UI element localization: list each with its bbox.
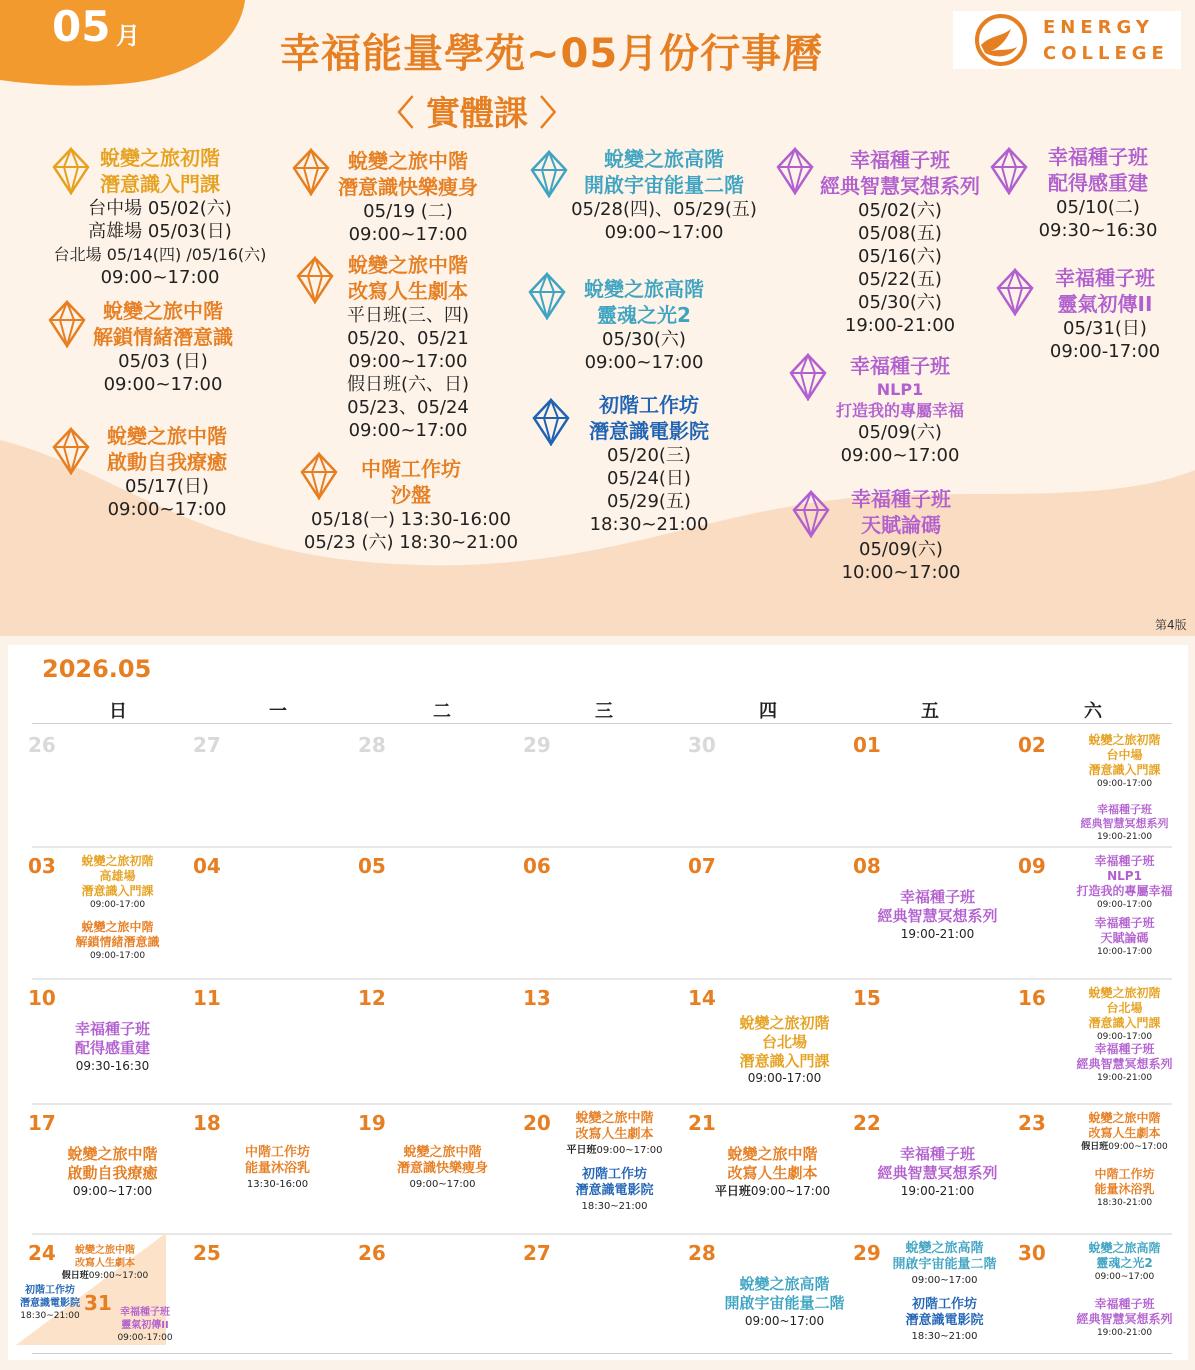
- time-text: 18:30-21:00: [1096, 1198, 1153, 1208]
- event-detail: 05/23 (六) 18:30~21:00: [303, 532, 519, 553]
- calendar-event-time: [370, 1178, 515, 1192]
- event-detail: 05/09(六): [858, 422, 942, 443]
- calendar-event-title: 幸福種子班: [1094, 854, 1155, 868]
- day-number: 22: [853, 1111, 881, 1135]
- row-divider: [32, 978, 1172, 980]
- event-detail: 09:00~17:00: [107, 499, 227, 520]
- calendar-event-title: 潛意識電影院: [20, 1297, 80, 1309]
- day-number: 30: [688, 733, 716, 757]
- time-text: 09:00~17:00: [88, 1271, 149, 1281]
- calendar-event-title: 改寫人生劇本: [1088, 1126, 1161, 1140]
- event-detail: 05/31(日): [1063, 318, 1147, 339]
- row-divider: [32, 1233, 1172, 1235]
- event-card: [1005, 265, 1195, 363]
- calendar-event-title: 靈魂之光2: [1096, 1256, 1153, 1270]
- calendar-event-title: 解鎖情緒潛意識: [75, 935, 160, 949]
- energy-college-logo: [953, 11, 1181, 69]
- event-title: 天賦論碼: [861, 513, 941, 537]
- event-title: 沙盤: [391, 483, 431, 507]
- day-number: 28: [358, 733, 386, 757]
- calendar-event: [1062, 1167, 1187, 1210]
- calendar-event-time: [547, 1144, 682, 1158]
- calendar-event: [370, 1145, 515, 1192]
- event-detail: 09:00~17:00: [604, 222, 724, 243]
- row-divider: [32, 723, 1172, 724]
- calendar-event-time: [1062, 1327, 1187, 1340]
- calendar-event-title: 幸福種子班: [1094, 916, 1155, 930]
- calendar-event-time: [1062, 1141, 1187, 1154]
- calendar-event-title: 能量沐浴乳: [1094, 1182, 1155, 1196]
- calendar-event-time: [1062, 831, 1187, 844]
- calendar-event-title: NLP1: [1107, 869, 1142, 883]
- calendar-event-time: [50, 950, 185, 963]
- calendar-event-title: 初階工作坊: [25, 1285, 75, 1296]
- day-number: 21: [688, 1111, 716, 1135]
- day-number: 02: [1018, 733, 1046, 757]
- calendar-event-time: [50, 899, 185, 912]
- calendar-event-time: [712, 1313, 857, 1330]
- day-number: 23: [1018, 1111, 1046, 1135]
- calendar-event: [205, 1145, 350, 1192]
- event-detail: 09:00~17:00: [100, 267, 220, 288]
- weekday-header: 一: [269, 701, 287, 722]
- day-number: 15: [853, 986, 881, 1010]
- event-detail: 05/17(日): [125, 476, 209, 497]
- calendar-event: [1062, 1042, 1187, 1085]
- event-title: 打造我的專屬幸福: [835, 401, 964, 420]
- month-calendar: [8, 645, 1188, 1360]
- time-text: 18:30~21:00: [581, 1200, 648, 1212]
- calendar-event: [712, 1275, 857, 1329]
- event-detail: 高雄場 05/03(日): [88, 221, 232, 242]
- time-text: 09:00~17:00: [409, 1178, 476, 1190]
- event-card: [258, 148, 558, 246]
- time-text: 09:00~17:00: [72, 1183, 153, 1198]
- calendar-event: [1062, 854, 1187, 912]
- event-title: 蛻變之旅中階: [103, 299, 223, 323]
- event-title: 潛意識快樂瘦身: [338, 175, 478, 199]
- time-text: 18:30~21:00: [20, 1311, 80, 1321]
- calendar-event-title: 潛意識入門課: [1088, 1016, 1161, 1030]
- time-text: 18:30~21:00: [911, 1330, 978, 1342]
- calendar-event: [1062, 986, 1187, 1044]
- event-title: 蛻變之旅中階: [348, 253, 468, 277]
- day-number: 17: [28, 1111, 56, 1135]
- calendar-event-time: [14, 1310, 86, 1323]
- calendar-event-title: 幸福種子班: [120, 1307, 170, 1318]
- day-number: 04: [193, 854, 221, 878]
- event-detail: 05/08(五): [858, 223, 942, 244]
- calendar-event-title: 改寫人生劇本: [575, 1127, 654, 1143]
- calendar-event-title: 初階工作坊: [911, 1297, 977, 1312]
- page-title: 幸福能量學苑~05月份行事曆: [280, 31, 824, 77]
- calendar-event-title: 蛻變之旅高階: [905, 1241, 984, 1256]
- calendar-event: [1062, 1241, 1187, 1284]
- calendar-event-title: 幸福種子班: [1097, 803, 1152, 816]
- event-title: 潛意識入門課: [100, 172, 220, 196]
- time-text: 09:00~17:00: [1094, 1272, 1155, 1282]
- event-detail: 05/10(二): [1056, 197, 1140, 218]
- event-detail: 09:00~17:00: [103, 374, 223, 395]
- calendar-event-title: 台北場: [761, 1032, 807, 1051]
- day-number: 28: [688, 1241, 716, 1265]
- calendar-event-title: 台北場: [1106, 1001, 1143, 1015]
- calendar-event-title: 蛻變之旅中階: [727, 1145, 818, 1163]
- event-detail: 台中場 05/02(六): [88, 198, 232, 219]
- row-divider: [32, 846, 1172, 848]
- calendar-event-title: 蛻變之旅高階: [739, 1275, 830, 1293]
- calendar-event-time: [1062, 1072, 1187, 1085]
- event-detail: 05/28(四)、05/29(五): [571, 199, 757, 220]
- event-detail: 18:30~21:00: [589, 514, 709, 535]
- time-text: 09:00-17:00: [1096, 1032, 1153, 1042]
- event-detail: 09:00~17:00: [584, 352, 704, 373]
- calendar-event-title: 潛意識入門課: [1088, 763, 1161, 777]
- event-detail: 05/30(六): [858, 292, 942, 313]
- event-detail: 05/24(日): [607, 468, 691, 489]
- calendar-event: [50, 854, 185, 912]
- calendar-event: [547, 1111, 682, 1158]
- event-detail: 05/20(三): [607, 445, 691, 466]
- event-detail: 09:00~17:00: [348, 420, 468, 441]
- day-number: 29: [853, 1241, 881, 1265]
- day-number: 30: [1018, 1241, 1046, 1265]
- time-text: 19:00-21:00: [1096, 831, 1153, 842]
- calendar-event-title: 打造我的專屬幸福: [1076, 884, 1173, 898]
- time-text: 09:00~17:00: [744, 1313, 825, 1328]
- page-subtitle: 〈 實體課 〉: [380, 94, 574, 134]
- day-number: 25: [193, 1241, 221, 1265]
- calendar-event: [712, 1014, 857, 1087]
- calendar-event-title: 幸福種子班: [1094, 1297, 1155, 1311]
- calendar-event-title: 初階工作坊: [581, 1167, 647, 1182]
- calendar-event-title: 經典智慧冥想系列: [1076, 1312, 1173, 1326]
- weekday-header: 三: [595, 701, 613, 722]
- calendar-event-title: 幸福種子班: [1094, 1042, 1155, 1056]
- calendar-event-title: 蛻變之旅初階: [81, 854, 154, 868]
- weekday-header: 日: [109, 701, 127, 722]
- event-title: 蛻變之旅中階: [107, 424, 227, 448]
- calendar-event-time: [1062, 1197, 1187, 1210]
- calendar-event-title: 中階工作坊: [244, 1145, 310, 1160]
- calendar-event-title: 蛻變之旅中階: [67, 1145, 158, 1163]
- event-detail: 09:30~16:30: [1038, 220, 1158, 241]
- day-number: 11: [193, 986, 221, 1010]
- time-text: 19:00-21:00: [900, 1183, 975, 1198]
- time-text: 09:00-17:00: [89, 951, 146, 961]
- calendar-event: [865, 888, 1010, 942]
- event-detail: 假日班(六、日): [346, 374, 470, 395]
- class-type-label: 假日班: [61, 1271, 89, 1281]
- event-detail: 09:00~17:00: [348, 351, 468, 372]
- event-detail: 05/23、05/24: [347, 397, 469, 418]
- calendar-event-title: 潛意識入門課: [739, 1051, 830, 1070]
- time-text: 09:00-17:00: [747, 1071, 822, 1086]
- time-text: 19:00-21:00: [1096, 1328, 1153, 1338]
- event-title: 幸福種子班: [1055, 266, 1155, 290]
- event-title: 蛻變之旅初階: [100, 146, 220, 170]
- calendar-event-time: [40, 1183, 185, 1200]
- event-detail: 09:00~17:00: [348, 224, 468, 245]
- day-number: 03: [28, 854, 56, 878]
- time-text: 09:00~17:00: [750, 1183, 831, 1198]
- class-type-label: 假日班: [1081, 1142, 1109, 1152]
- calendar-event: [1062, 1297, 1187, 1340]
- event-title: 改寫人生劇本: [348, 279, 468, 303]
- calendar-event: [50, 920, 185, 963]
- calendar-event-title: 蛻變之旅中階: [575, 1111, 654, 1126]
- calendar-event-title: 潛意識入門課: [81, 884, 154, 898]
- calendar-event-title: 蛻變之旅中階: [81, 920, 154, 934]
- class-type-label: 平日班: [566, 1144, 597, 1156]
- event-title: 開啟宇宙能量二階: [584, 173, 744, 197]
- calendar-event-title: 靈氣初傳II: [121, 1319, 169, 1331]
- calendar-event-time: [50, 1270, 160, 1283]
- time-text: 09:00~17:00: [596, 1144, 663, 1156]
- calendar-event-title: 台中場: [1106, 748, 1143, 762]
- calendar-event-title: 潛意識電影院: [905, 1313, 984, 1329]
- event-title: 幸福種子班: [1048, 145, 1148, 169]
- time-text: 09:00-17:00: [1096, 900, 1153, 910]
- event-detail: 19:00-21:00: [844, 315, 956, 336]
- day-number: 12: [358, 986, 386, 1010]
- month-tab: [0, 0, 245, 86]
- calendar-event: [1062, 733, 1187, 791]
- day-number: 27: [193, 733, 221, 757]
- calendar-event: [100, 1307, 190, 1345]
- calendar-event: [50, 1245, 160, 1283]
- calendar-event-title: 經典智慧冥想系列: [1080, 816, 1169, 830]
- calendar-event-title: 蛻變之旅中階: [1088, 1111, 1161, 1125]
- bird-logo-icon: [967, 11, 1037, 69]
- calendar-event-time: [877, 1274, 1012, 1288]
- event-title: 解鎖情緒潛意識: [93, 325, 233, 349]
- event-title: 經典智慧冥想系列: [820, 174, 980, 198]
- day-number: 13: [523, 986, 551, 1010]
- event-detail: 05/18(一) 13:30-16:00: [311, 509, 511, 530]
- event-title: NLP1: [876, 380, 924, 399]
- calendar-event-title: 啟動自我療癒: [67, 1163, 158, 1182]
- event-title: 蛻變之旅高階: [604, 147, 724, 171]
- calendar-event-title: 蛻變之旅初階: [739, 1014, 830, 1032]
- event-card: [751, 486, 1051, 584]
- calendar-event-title: 蛻變之旅高階: [1088, 1241, 1161, 1255]
- calendar-event-time: [40, 1058, 185, 1075]
- calendar-event: [700, 1145, 845, 1199]
- calendar-event-title: 蛻變之旅中階: [403, 1145, 482, 1160]
- day-number: 01: [853, 733, 881, 757]
- event-detail: 05/20、05/21: [347, 328, 469, 349]
- time-text: 09:00-17:00: [1096, 779, 1153, 789]
- event-card: [998, 144, 1195, 242]
- time-text: 19:00-21:00: [1096, 1073, 1153, 1083]
- event-detail: 台北場 05/14(四) /05/16(六): [53, 245, 267, 264]
- calendar-event-time: [865, 1183, 1010, 1200]
- day-number: 10: [28, 986, 56, 1010]
- event-title: 幸福種子班: [850, 354, 950, 378]
- row-divider: [32, 1103, 1172, 1105]
- calendar-event-title: 改寫人生劇本: [727, 1163, 818, 1182]
- logo-word-energy: ENERGY: [1043, 17, 1154, 38]
- calendar-event-time: [865, 926, 1010, 943]
- day-number: 09: [1018, 854, 1046, 878]
- event-title: 啟動自我療癒: [107, 450, 227, 474]
- class-type-label: 平日班: [714, 1183, 751, 1198]
- weekday-header: 二: [433, 701, 451, 722]
- day-number: 08: [853, 854, 881, 878]
- day-number: 24: [28, 1241, 56, 1265]
- day-number: 29: [523, 733, 551, 757]
- calendar-event-title: 潛意識快樂瘦身: [396, 1161, 488, 1177]
- day-number: 16: [1018, 986, 1046, 1010]
- event-title: 初階工作坊: [599, 393, 699, 417]
- day-number: 20: [523, 1111, 551, 1135]
- weekday-header: 四: [759, 701, 777, 722]
- calendar-event-title: 高雄場: [99, 869, 136, 883]
- month-unit: 月: [116, 22, 140, 50]
- calendar-event: [877, 1297, 1012, 1344]
- calendar-event-title: 開啟宇宙能量二階: [724, 1293, 845, 1312]
- time-text: 09:30-16:30: [75, 1058, 150, 1073]
- calendar-event-time: [1062, 899, 1187, 912]
- event-detail: 05/29(五): [607, 491, 691, 512]
- event-detail: 05/30(六): [602, 329, 686, 350]
- calendar-event-title: 幸福種子班: [899, 1145, 975, 1163]
- calendar-event-title: 蛻變之旅中階: [75, 1245, 135, 1256]
- calendar-event-title: 配得感重建: [74, 1038, 150, 1057]
- event-title: 幸福種子班: [850, 148, 950, 172]
- version-label: 第4版: [1155, 618, 1187, 632]
- row-divider: [32, 1353, 1172, 1354]
- time-text: 13:30-16:00: [246, 1178, 309, 1190]
- calendar-event-title: 中階工作坊: [1094, 1167, 1155, 1181]
- day-number: 26: [358, 1241, 386, 1265]
- calendar-event-title: 幸福種子班: [74, 1020, 150, 1038]
- event-title: 蛻變之旅中階: [348, 149, 468, 173]
- event-detail: 05/22(五): [858, 269, 942, 290]
- time-text: 10:00-17:00: [1096, 947, 1153, 957]
- event-title: 潛意識電影院: [589, 419, 709, 443]
- calendar-event-title: 改寫人生劇本: [75, 1257, 135, 1269]
- day-number: 27: [523, 1241, 551, 1265]
- calendar-event-time: [700, 1183, 845, 1200]
- event-detail: 05/09(六): [859, 539, 943, 560]
- event-detail: 平日班(三、四): [346, 305, 470, 326]
- event-detail: 09:00-17:00: [1049, 341, 1161, 362]
- event-title: 靈魂之光2: [597, 303, 691, 327]
- time-text: 09:00-17:00: [117, 1333, 173, 1343]
- calendar-event-title: 經典智慧冥想系列: [877, 1163, 998, 1182]
- calendar-event-title: 幸福種子班: [899, 888, 975, 906]
- calendar-event-title: 經典智慧冥想系列: [1076, 1057, 1173, 1071]
- weekday-header: 五: [921, 701, 939, 722]
- calendar-event: [40, 1020, 185, 1074]
- event-title: 靈氣初傳II: [1057, 292, 1153, 316]
- calendar-event: [1062, 803, 1187, 843]
- event-title: 配得感重建: [1048, 171, 1148, 195]
- day-number: 14: [688, 986, 716, 1010]
- event-title: 幸福種子班: [851, 487, 951, 511]
- calendar-month-label: 2026.05: [42, 655, 152, 683]
- calendar-event-title: 蛻變之旅初階: [1088, 733, 1161, 747]
- calendar-event-time: [712, 1070, 857, 1087]
- calendar-event-title: 經典智慧冥想系列: [877, 906, 998, 925]
- calendar-event-time: [1062, 1271, 1187, 1284]
- event-detail: 05/16(六): [858, 246, 942, 267]
- calendar-event-title: 潛意識電影院: [575, 1183, 654, 1199]
- event-detail: 05/03 (日): [118, 351, 208, 372]
- day-number: 07: [688, 854, 716, 878]
- calendar-event-title: 天賦論碼: [1100, 931, 1149, 945]
- time-text: 19:00-21:00: [900, 926, 975, 941]
- time-text: 09:00~17:00: [1108, 1142, 1168, 1152]
- calendar-event-title: 開啟宇宙能量二階: [892, 1257, 997, 1273]
- event-card: [494, 276, 794, 374]
- calendar-event: [40, 1145, 185, 1199]
- time-text: 09:00-17:00: [89, 900, 146, 910]
- event-title: 蛻變之旅高階: [584, 277, 704, 301]
- day-number: 26: [28, 733, 56, 757]
- event-detail: 10:00~17:00: [841, 562, 961, 583]
- calendar-event: [547, 1167, 682, 1214]
- event-card: [750, 353, 1050, 467]
- day-number: 05: [358, 854, 386, 878]
- calendar-event: [865, 1145, 1010, 1199]
- event-detail: 05/19 (二): [363, 201, 453, 222]
- schedule-poster: [0, 0, 1195, 636]
- event-detail: 09:00~17:00: [840, 445, 960, 466]
- event-detail: 05/02(六): [858, 200, 942, 221]
- logo-word-college: COLLEGE: [1043, 43, 1169, 64]
- calendar-event: [14, 1285, 86, 1323]
- calendar-event-title: 蛻變之旅初階: [1088, 986, 1161, 1000]
- month-number: 05: [52, 2, 111, 51]
- event-title: 中階工作坊: [361, 457, 461, 481]
- day-number: 31: [84, 1291, 112, 1315]
- time-text: 09:00~17:00: [911, 1274, 978, 1286]
- calendar-event-time: [1062, 946, 1187, 959]
- calendar-event-time: [205, 1178, 350, 1192]
- day-number: 06: [523, 854, 551, 878]
- calendar-event-time: [100, 1332, 190, 1345]
- day-number: 19: [358, 1111, 386, 1135]
- calendar-event-time: [877, 1330, 1012, 1344]
- day-number: 18: [193, 1111, 221, 1135]
- calendar-event: [1062, 1111, 1187, 1154]
- calendar-event-time: [547, 1200, 682, 1214]
- calendar-event: [1062, 916, 1187, 959]
- weekday-header: 六: [1084, 701, 1102, 722]
- calendar-event-time: [1062, 778, 1187, 791]
- calendar-event-title: 能量沐浴乳: [244, 1161, 310, 1177]
- calendar-event: [877, 1241, 1012, 1288]
